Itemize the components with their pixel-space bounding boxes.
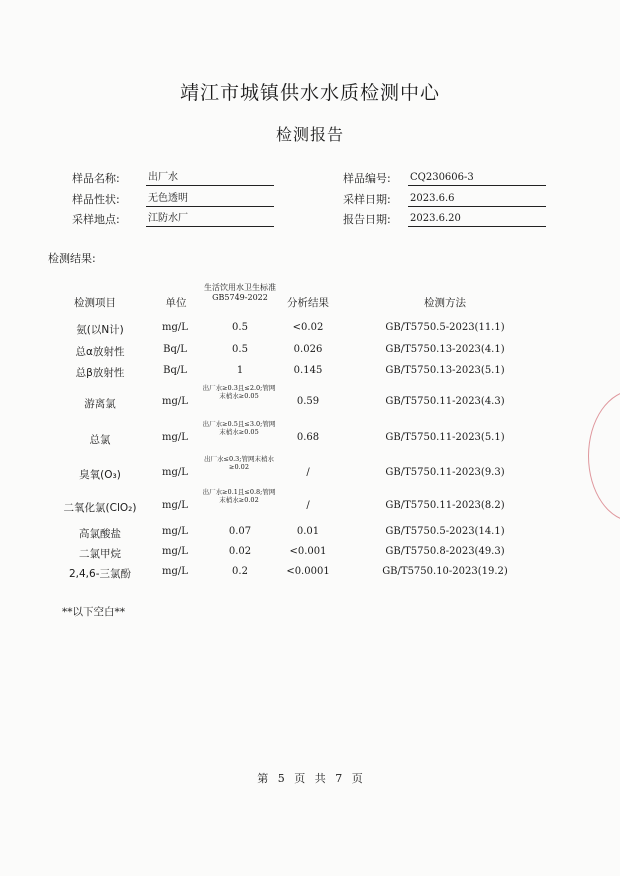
cell-item: 总β放射性 [75,367,125,379]
sample-place-value: 江防水厂 [146,211,274,227]
info-block [0,170,620,230]
sample-date-value: 2023.6.6 [408,191,546,207]
cell-limit: 1 [236,365,244,376]
header-unit: 单位 [165,297,187,309]
stamp-mark [588,390,620,522]
cell-result: 0.01 [296,526,320,537]
cell-limit: 出厂水≤0.3;管网末梢水≥0.02 [204,455,274,471]
cell-method: GB/T5750.5-2023(11.1) [385,322,505,333]
cell-item: 总氯 [89,434,111,446]
cell-result: 0.026 [293,344,323,355]
cell-unit: mg/L [162,396,188,407]
cell-method: GB/T5750.8-2023(49.3) [385,546,505,557]
cell-limit: 0.5 [232,322,248,333]
blank-note: **以下空白** [62,606,125,618]
sample-name-label: 样品名称: [72,172,120,185]
cell-limit: 0.2 [232,566,248,577]
cell-limit: 0.07 [228,526,252,537]
cell-unit: mg/L [162,526,188,537]
cell-item: 二氯甲烷 [79,548,121,560]
cell-method: GB/T5750.11-2023(5.1) [385,432,505,443]
header-item: 检测项目 [74,297,116,309]
cell-item: 高氯酸盐 [79,528,121,540]
cell-unit: mg/L [162,322,188,333]
cell-method: GB/T5750.11-2023(8.2) [385,500,505,511]
sample-place-label: 采样地点: [72,213,120,226]
cell-limit: 0.02 [228,546,252,557]
cell-unit: Bq/L [163,365,187,376]
results-label: 检测结果: [48,252,96,265]
cell-method: GB/T5750.5-2023(14.1) [385,526,505,537]
cell-item: 氨(以N计) [76,324,124,336]
cell-method: GB/T5750.13-2023(4.1) [385,344,505,355]
cell-result: / [306,500,310,511]
cell-limit: 出厂水≥0.5且≤3.0;管网末梢水≥0.05 [202,420,276,436]
cell-result: 0.68 [296,432,320,443]
cell-unit: Bq/L [163,344,187,355]
cell-item: 二氧化氯(ClO₂) [63,502,137,514]
cell-result: <0.02 [292,322,324,333]
cell-method: GB/T5750.11-2023(4.3) [385,396,505,407]
header-result: 分析结果 [287,297,329,309]
sample-date-label: 采样日期: [343,193,391,206]
cell-limit: 出厂水≥0.3且≤2.0;管网末梢水≥0.05 [202,384,276,400]
cell-item: 游离氯 [84,398,116,410]
header-method: 检测方法 [424,297,466,309]
cell-item: 臭氧(O₃) [79,469,121,481]
page-footer: 第 5 页 共 7 页 [257,772,363,785]
cell-item: 2,4,6-三氯酚 [68,568,131,580]
cell-unit: mg/L [162,467,188,478]
cell-unit: mg/L [162,500,188,511]
cell-unit: mg/L [162,546,188,557]
cell-result: 0.59 [296,396,320,407]
cell-method: GB/T5750.11-2023(9.3) [385,467,505,478]
cell-result: <0.001 [289,546,327,557]
org-title: 靖江市城镇供水水质检测中心 [179,82,440,104]
cell-unit: mg/L [162,566,188,577]
cell-result: <0.0001 [286,566,330,577]
header-standard: 生活饮用水卫生标准GB5749-2022 [204,283,276,302]
cell-limit: 0.5 [232,344,248,355]
report-date-label: 报告日期: [343,213,391,226]
cell-limit: 出厂水≥0.1且≤0.8;管网末梢水≥0.02 [202,488,276,504]
sample-prop-value: 无色透明 [146,191,274,207]
cell-item: 总α放射性 [75,346,125,358]
report-date-value: 2023.6.20 [408,211,546,227]
sample-name-value: 出厂水 [146,170,274,186]
report-title: 检测报告 [275,125,344,144]
sample-no-value: CQ230606-3 [408,170,546,186]
sample-no-label: 样品编号: [343,172,391,185]
sample-prop-label: 样品性状: [72,193,120,206]
cell-unit: mg/L [162,432,188,443]
cell-method: GB/T5750.10-2023(19.2) [382,566,508,577]
cell-method: GB/T5750.13-2023(5.1) [385,365,505,376]
cell-result: 0.145 [293,365,323,376]
cell-result: / [306,467,310,478]
